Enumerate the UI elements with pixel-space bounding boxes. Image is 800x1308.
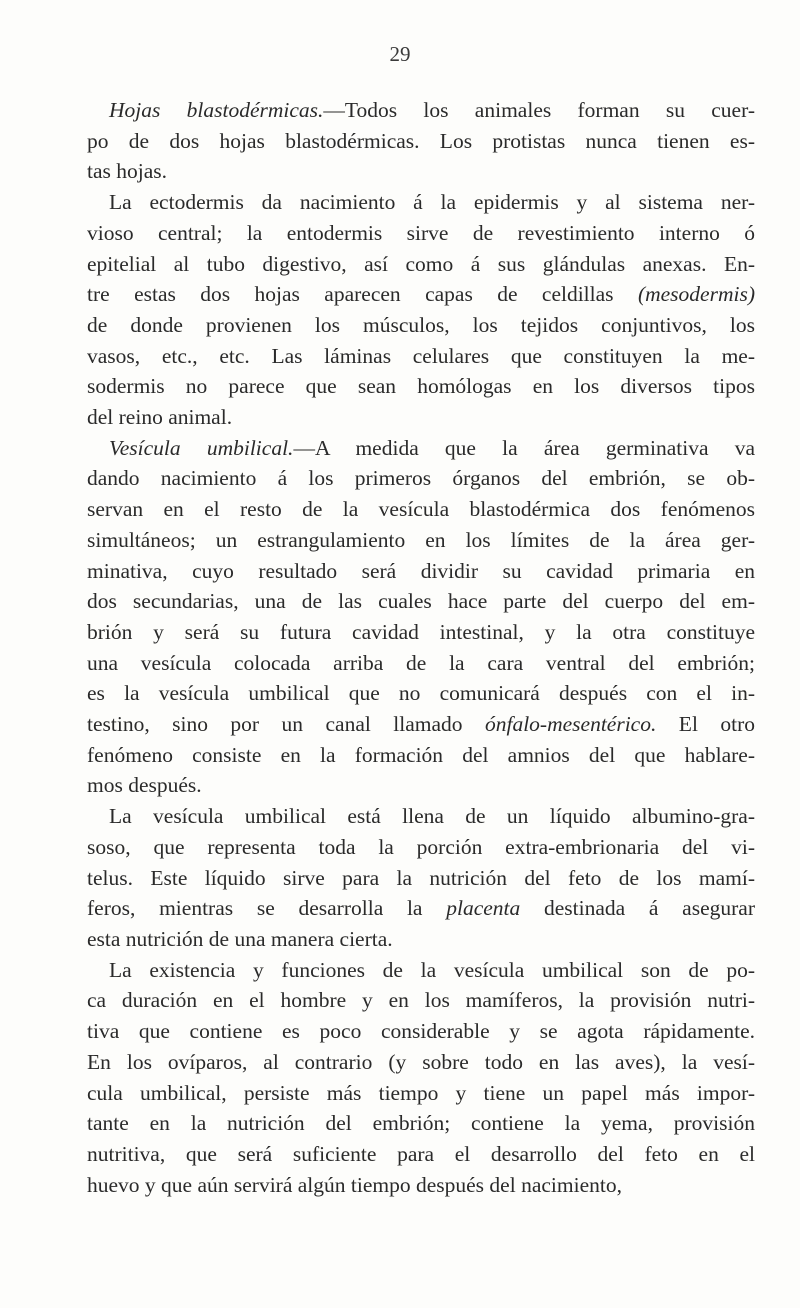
text-line [87, 371, 755, 402]
text-line [87, 494, 755, 525]
text-run: fenómeno consiste en la formación del amnios del que hablare- [87, 742, 755, 767]
paragraph [87, 955, 755, 1201]
text-line [87, 617, 755, 648]
text-run: vasos, etc., etc. Las láminas celulares que constituyen la me- [87, 343, 755, 368]
text-run: simultáneos; un estrangulamiento en los límites de la área ger- [87, 527, 755, 552]
text-run: sodermis no parece que sean homólogas en los diversos tipos [87, 374, 755, 399]
italic-run: placenta [446, 896, 521, 921]
text-run: po de dos hojas blastodérmicas. Los protistas nunca tienen es- [87, 128, 755, 153]
body-text [87, 95, 755, 1200]
text-line [87, 678, 755, 709]
text-run: epitelial al tubo digestivo, así como á sus glándulas anexas. En- [87, 251, 755, 276]
text-run: La existencia y funciones de la vesícula umbilical son de po- [109, 957, 755, 982]
paragraph [87, 95, 755, 187]
text-line [87, 740, 755, 771]
text-line [87, 709, 755, 740]
text-run: mos después. [87, 773, 202, 798]
text-line [87, 525, 755, 556]
text-line [87, 1108, 755, 1139]
text-run: feros, mientras se desarrolla la [87, 896, 447, 921]
paragraph [87, 433, 755, 801]
text-run: destinada á asegurar [520, 896, 755, 921]
text-run: tas hojas. [87, 159, 168, 184]
text-line [87, 893, 755, 924]
text-run: —Todos los animales forman su cuer- [323, 98, 755, 122]
text-run: es la vesícula umbilical que no comunicará después con el in- [87, 681, 755, 706]
text-line [87, 1078, 755, 1109]
text-run: tre estas dos hojas aparecen capas de celdillas [87, 282, 638, 307]
text-line [87, 1016, 755, 1047]
text-run: La vesícula umbilical está llena de un líquido albumino-gra- [109, 804, 755, 829]
text-run: dando nacimiento á los primeros órganos del embrión, se ob- [87, 466, 755, 491]
text-run: En los ovíparos, al contrario (y sobre todo en las aves), la vesí- [87, 1049, 755, 1074]
text-line [87, 126, 755, 157]
text-run: El otro [656, 712, 755, 737]
text-line [87, 586, 755, 617]
page-number: 29 [389, 42, 411, 66]
text-line [87, 1047, 755, 1078]
text-line [87, 1170, 755, 1201]
text-run: testino, sino por un canal llamado [87, 712, 485, 737]
text-line [87, 801, 755, 832]
text-line [87, 156, 755, 187]
italic-run: Vesícula umbilical. [109, 435, 294, 460]
text-line [87, 463, 755, 494]
text-run: cula umbilical, persiste más tiempo y tiene un papel más impor- [87, 1080, 755, 1105]
text-line [87, 249, 755, 280]
text-line [87, 648, 755, 679]
italic-run: (mesodermis) [637, 282, 755, 307]
text-run: La ectodermis da nacimiento á la epidermis y al sistema ner- [109, 190, 755, 215]
text-run: brión y será su futura cavidad intestinal, y la otra constituye [87, 619, 755, 644]
text-run: esta nutrición de una manera cierta. [87, 926, 393, 951]
text-run: huevo y que aún servirá algún tiempo después del nacimiento, [87, 1172, 622, 1197]
text-line [87, 187, 755, 218]
text-line [87, 985, 755, 1016]
text-line [87, 218, 755, 249]
text-run: dos secundarias, una de las cuales hace parte del cuerpo del em- [87, 589, 755, 614]
text-line [87, 924, 755, 955]
text-line [87, 955, 755, 986]
text-line [87, 310, 755, 341]
text-line [87, 770, 755, 801]
text-line [87, 341, 755, 372]
text-run: una vesícula colocada arriba de la cara ventral del embrión; [87, 650, 755, 675]
italic-run: ónfalo-mesentérico. [484, 712, 657, 737]
text-run: tiva que contiene es poco considerable y se agota rápidamente. [87, 1019, 755, 1044]
text-run: —A medida que la área germinativa va [293, 435, 755, 460]
text-line [87, 832, 755, 863]
text-run: servan en el resto de la vesícula blastodérmica dos fenómenos [87, 497, 755, 522]
text-run: vioso central; la entodermis sirve de revestimiento interno ó [87, 220, 755, 245]
text-line [87, 863, 755, 894]
paragraph [87, 801, 755, 955]
text-run: tante en la nutrición del embrión; contiene la yema, provisión [87, 1111, 755, 1136]
text-line [87, 1139, 755, 1170]
text-line [87, 279, 755, 310]
text-line [87, 95, 755, 126]
text-line [87, 402, 755, 433]
text-run: ca duración en el hombre y en los mamíferos, la provisión nutri- [87, 988, 755, 1013]
paragraph [87, 187, 755, 433]
text-run: minativa, cuyo resultado será dividir su cavidad primaria en [87, 558, 755, 583]
text-run: soso, que representa toda la porción extra-embrionaria del vi- [87, 834, 755, 859]
text-run: telus. Este líquido sirve para la nutrición del feto de los mamí- [87, 865, 755, 890]
text-run: de donde provienen los músculos, los tejidos conjuntivos, los [87, 312, 755, 337]
text-line [87, 556, 755, 587]
italic-run: Hojas blastodérmicas. [109, 98, 324, 122]
text-run: del reino animal. [87, 405, 233, 430]
text-line [87, 433, 755, 464]
text-run: nutritiva, que será suficiente para el desarrollo del feto en el [87, 1141, 755, 1166]
